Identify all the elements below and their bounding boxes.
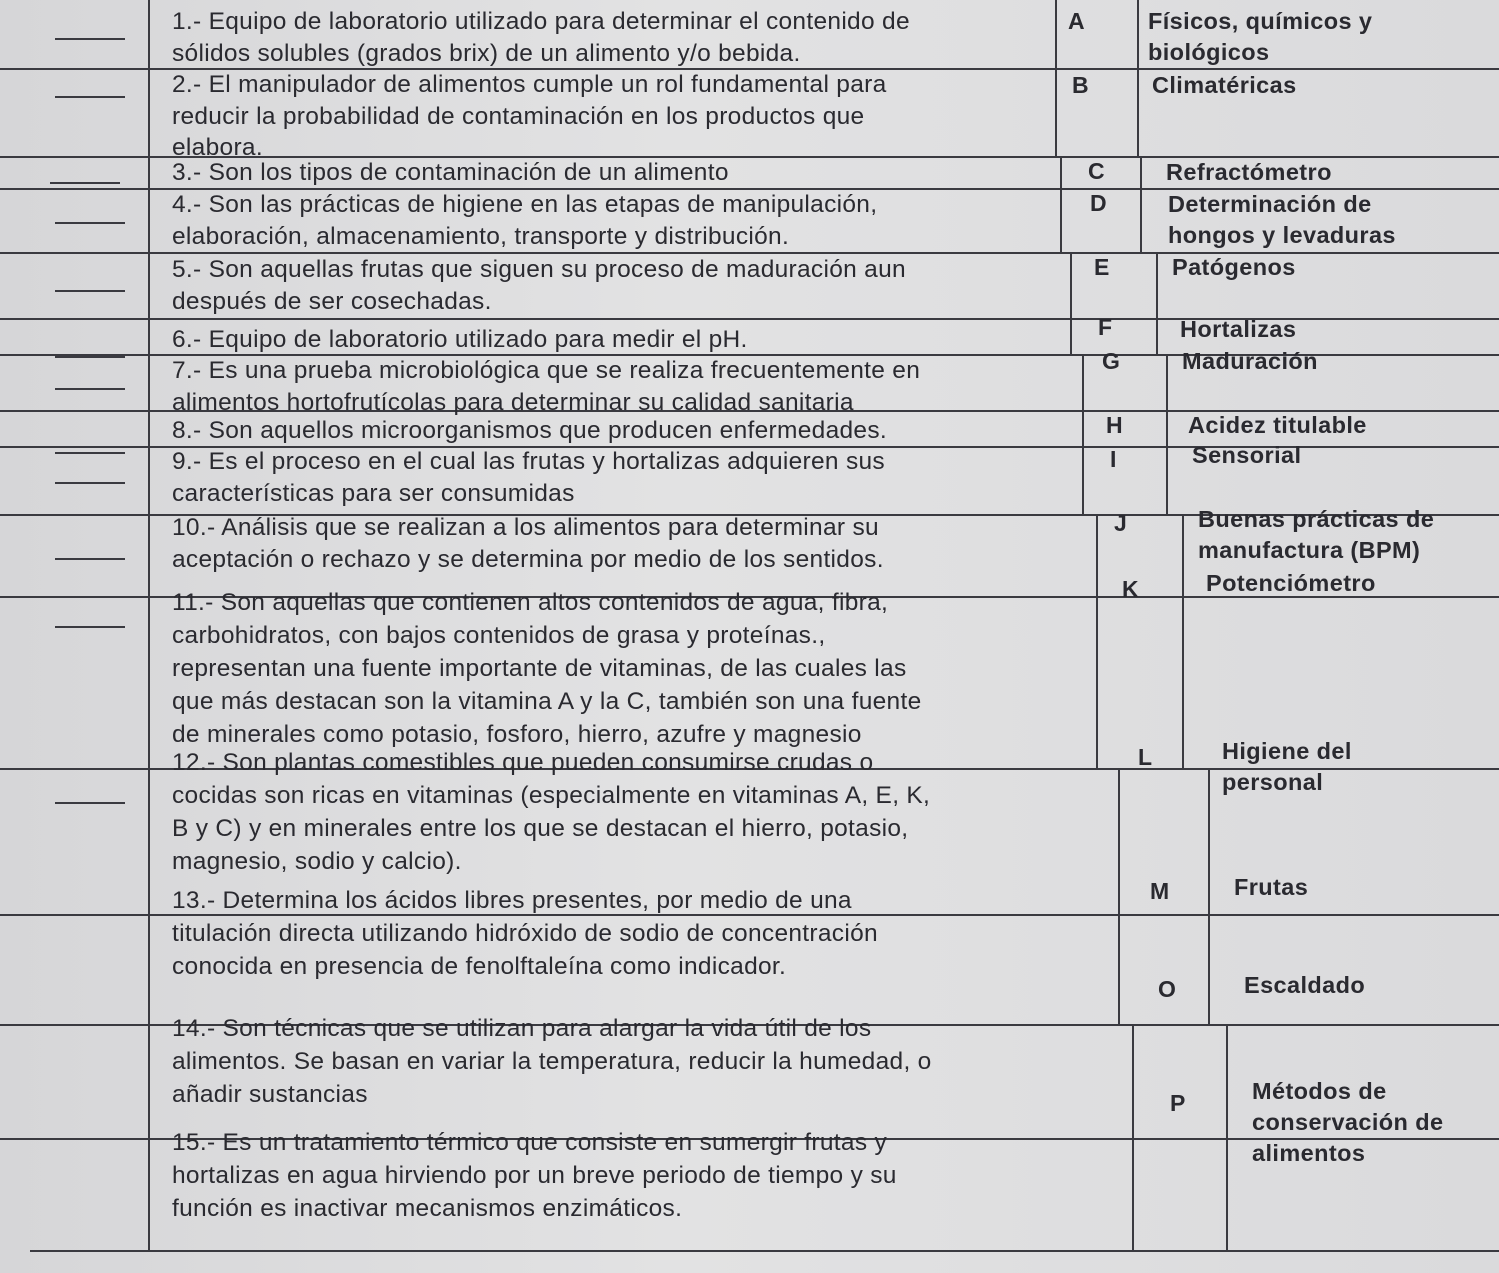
answer-blank[interactable] [0, 356, 150, 410]
answer-blank[interactable] [0, 158, 150, 188]
column-divider [1060, 158, 1062, 254]
table-row [0, 70, 1499, 161]
option-text: Sensorial [1192, 442, 1302, 468]
table-row [0, 348, 1499, 416]
column-divider [1140, 158, 1142, 254]
option-letter: J [1114, 510, 1127, 536]
question-text: 15.- Es un tratamiento térmico que consiste en sumergir frutas y hortalizas en agua hirviendo por un breve periodo de tiempo y su función es inactivar mecanismos enzimáticos. [172, 1129, 897, 1222]
answer-blank[interactable] [0, 770, 150, 914]
option-text: Higiene del personal [1222, 738, 1352, 795]
table-bottom-border [30, 1250, 1499, 1252]
question-text: 4.- Son las prácticas de higiene en las etapas de manipulación, elaboración, almacenamiento, transporte y distribución. [172, 191, 878, 250]
answer-blank[interactable] [0, 916, 150, 1024]
option-letter: B [1072, 72, 1089, 98]
column-divider [1096, 516, 1098, 770]
column-divider [1166, 356, 1168, 516]
option-letter: O [1158, 976, 1176, 1002]
option-text: Frutas [1234, 874, 1309, 900]
answer-blank[interactable] [0, 0, 150, 68]
option-letter: I [1110, 446, 1117, 472]
table-row [0, 158, 1499, 190]
table-row [0, 254, 1499, 320]
option-text: Determinación de hongos y levaduras [1168, 191, 1396, 248]
option-letter: P [1170, 1090, 1186, 1116]
option-letter: H [1106, 412, 1123, 438]
question-text: 13.- Determina los ácidos libres presentes, por medio de una titulación directa utilizando hidróxido de sodio de concentración conocida en presencia de fenolftaleína como indicador. [172, 887, 878, 980]
option-text: Escaldado [1244, 972, 1366, 998]
answer-blank[interactable] [0, 412, 150, 446]
option-letter: M [1150, 878, 1170, 904]
question-text: 3.- Son los tipos de contaminación de un alimento [172, 159, 729, 186]
option-text: Hortalizas [1180, 316, 1297, 342]
answer-blank[interactable] [0, 1026, 150, 1138]
column-divider [1118, 770, 1120, 1026]
option-text: Refractómetro [1166, 159, 1332, 185]
answer-blank[interactable] [0, 448, 150, 514]
question-text: 8.- Son aquellos microorganismos que producen enfermedades. [172, 417, 888, 444]
answer-blank[interactable] [0, 516, 150, 596]
question-text: 1.- Equipo de laboratorio utilizado para determinar el contenido de sólidos solubles (grados brix) de un alimento y/o bebida. [172, 8, 910, 67]
table-row [0, 0, 1499, 70]
column-divider [1156, 254, 1158, 356]
answer-blank[interactable] [0, 190, 150, 252]
option-text: Buenas prácticas de manufactura (BPM) [1198, 506, 1435, 563]
column-divider [1137, 0, 1139, 158]
option-letter: E [1094, 254, 1110, 280]
question-text: 12.- Son plantas comestibles que pueden consumirse crudas o cocidas son ricas en vitaminas (especialmente en vitaminas A, E, K, B y C) y en minerales entre los que se destacan el hierro, potasio, magnesio, sodio y calcio). [172, 749, 931, 875]
question-text: 5.- Son aquellas frutas que siguen su proceso de maduración aun después de ser cosechadas. [172, 256, 906, 315]
column-divider [1208, 770, 1210, 1026]
option-text: Potenciómetro [1206, 570, 1376, 596]
option-letter: A [1068, 8, 1085, 34]
column-divider [1070, 254, 1072, 356]
column-divider [1132, 1026, 1134, 1252]
question-text: 10.- Análisis que se realizan a los alimentos para determinar su aceptación o rechazo y se determina por medio de los sentidos. [172, 514, 884, 573]
column-divider [1226, 1026, 1228, 1252]
question-text: 2.- El manipulador de alimentos cumple un rol fundamental para reducir la probabilidad de contaminación en los productos que elabora. [172, 71, 887, 161]
option-letter: C [1088, 158, 1105, 184]
question-text: 14.- Son técnicas que se utilizan para alargar la vida útil de los alimentos. Se basan en variar la temperatura, reducir la humedad, o añadir sustancias [172, 1015, 932, 1108]
option-text: Maduración [1182, 348, 1318, 374]
option-letter: F [1098, 314, 1113, 340]
option-letter: K [1122, 576, 1139, 602]
option-text: Métodos de conservación de alimentos [1252, 1078, 1444, 1166]
table-row [0, 1078, 1499, 1252]
option-text: Acidez titulable [1188, 412, 1367, 438]
option-letter: D [1090, 190, 1107, 216]
question-text: 7.- Es una prueba microbiológica que se realiza frecuentemente en alimentos hortofrutícolas para determinar su calidad sanitaria [172, 357, 921, 416]
table-row [0, 190, 1499, 254]
column-divider [1182, 516, 1184, 770]
question-text: 6.- Equipo de laboratorio utilizado para medir el pH. [172, 326, 748, 353]
answer-blank[interactable] [0, 320, 150, 354]
question-text: 11.- Son aquellas que contienen altos contenidos de agua, fibra, carbohidratos, con bajos contenidos de grasa y proteínas., representan una fuente importante de vitaminas, de las cuales las que más destacan son la vitamina A y la C, también son una fuente de minerales como potasio, fosforo, hierro, azufre y magnesio [172, 589, 922, 748]
column-divider [1082, 356, 1084, 516]
answer-blank[interactable] [0, 598, 150, 768]
answer-blank[interactable] [0, 70, 150, 156]
option-letter: G [1102, 348, 1120, 374]
option-letter: L [1138, 744, 1153, 770]
option-text: Climatéricas [1152, 72, 1297, 98]
question-text: 9.- Es el proceso en el cual las frutas y hortalizas adquieren sus características para ser consumidas [172, 448, 885, 507]
answer-blank[interactable] [0, 254, 150, 318]
option-text: Patógenos [1172, 254, 1296, 280]
column-divider [1055, 0, 1057, 158]
option-text: Físicos, químicos y biológicos [1148, 8, 1373, 65]
answer-blank[interactable] [0, 1140, 150, 1252]
